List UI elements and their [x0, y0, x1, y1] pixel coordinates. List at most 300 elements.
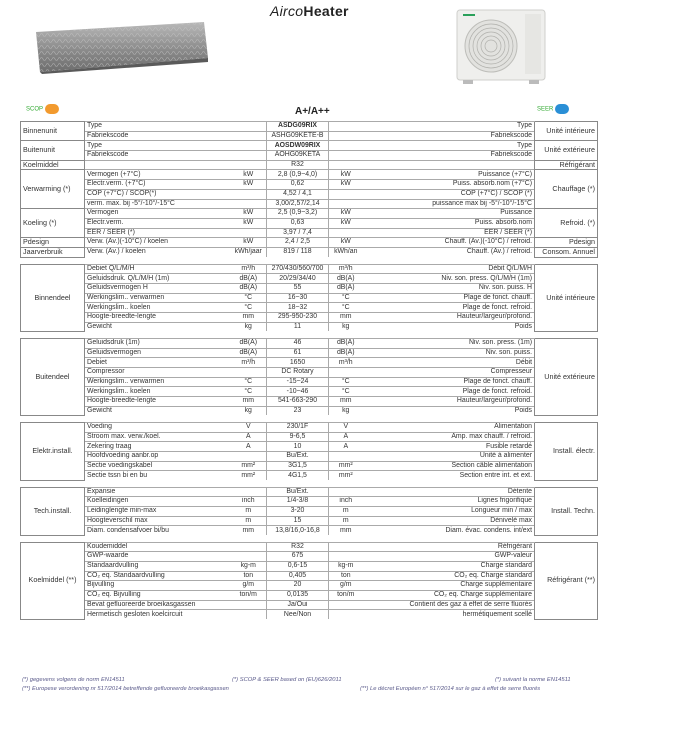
unit-fr: kW — [329, 218, 363, 228]
spec-label-fr: Type — [363, 141, 535, 151]
spec-value: 13,8/16,0-16,8 — [267, 526, 329, 535]
unit-nl: kg-m — [231, 561, 267, 571]
unit-fr: °C — [329, 293, 363, 303]
spec-label: Diam. condensafvoer bi/bu — [85, 526, 231, 535]
table-row — [21, 358, 598, 368]
table-row — [21, 180, 598, 190]
unit-nl: mm² — [231, 471, 267, 480]
spec-label: Hoofdvoeding aanbr.op — [85, 452, 231, 462]
spec-label: Zekering traag — [85, 442, 231, 452]
unit-nl: mm² — [231, 461, 267, 471]
spec-value: 3,97 / 7,4 — [267, 228, 329, 238]
spec-label: Verw. (Av.) / koelen — [85, 247, 231, 257]
group-label-fr: Unité intérieure — [535, 122, 598, 141]
spec-label-fr: Niv. son. press. (1m) — [363, 338, 535, 348]
table-row — [21, 284, 598, 294]
table-row — [21, 600, 598, 610]
spec-value: 675 — [267, 552, 329, 562]
spec-value: -15~24 — [267, 377, 329, 387]
spec-label-fr: Contient des gaz à effet de serre fluorés — [363, 600, 535, 610]
unit-nl — [231, 368, 267, 378]
unit-nl — [231, 487, 267, 497]
spec-label: Vermogen — [85, 209, 231, 219]
unit-nl: ton — [231, 571, 267, 581]
spec-label-fr: Poids — [363, 406, 535, 415]
spec-value: R32 — [267, 542, 329, 552]
unit-fr: mm — [329, 397, 363, 407]
group-label-nl: Koelmiddel (**) — [21, 542, 85, 619]
spec-label: Voeding — [85, 422, 231, 432]
group-label-fr: Unité extérieure — [535, 141, 598, 160]
spec-label-fr: Hauteur/largeur/profond. — [363, 397, 535, 407]
unit-nl: °C — [231, 377, 267, 387]
unit-nl: A — [231, 442, 267, 452]
table-row — [21, 461, 598, 471]
unit-nl: dB(A) — [231, 274, 267, 284]
group-label-nl: Koelmiddel — [21, 160, 85, 170]
unit-fr: kW — [329, 209, 363, 219]
spec-label: Koudemiddel — [85, 542, 231, 552]
table-row — [21, 199, 598, 209]
spec-label: Debiet Q/L/M/H — [85, 264, 231, 274]
spec-value: 18~32 — [267, 303, 329, 313]
spec-label-fr: Puiss. absorb.nom — [363, 218, 535, 228]
spec-value: 15 — [267, 516, 329, 526]
unit-nl: V — [231, 422, 267, 432]
spec-label-fr: Longueur min / max — [363, 506, 535, 516]
spec-value: 11 — [267, 322, 329, 331]
spec-value: -10~46 — [267, 387, 329, 397]
spec-label-fr: EER / SEER (*) — [363, 228, 535, 238]
energy-arrow-icon — [45, 104, 59, 114]
spec-label-fr: hermétiquement scellé — [363, 610, 535, 619]
unit-fr: ton/m — [329, 590, 363, 600]
spec-value: R32 — [267, 160, 329, 170]
unit-fr: mm — [329, 526, 363, 535]
group-label-fr: Chauffage (*) — [535, 170, 598, 209]
group-label-fr: Refroid. (*) — [535, 209, 598, 238]
unit-nl: °C — [231, 293, 267, 303]
unit-fr — [329, 542, 363, 552]
table-row — [21, 322, 598, 331]
unit-nl — [231, 151, 267, 161]
unit-fr — [329, 228, 363, 238]
table-row — [21, 247, 598, 257]
group-label-fr: Réfrigérant (**) — [535, 542, 598, 619]
seer-energy-label: SEER — [537, 104, 569, 114]
spec-label-fr: puissance max bij -5°/-10°/-15°C — [363, 199, 535, 209]
spec-label: Electr.verm. (+7°C) — [85, 180, 231, 190]
footnote-fr-2: (**) Le décret Européen n° 517/2014 sur le gaz à effet de serre fluorés — [360, 686, 541, 692]
unit-nl: inch — [231, 497, 267, 507]
spec-label-fr: COP (+7°C) / SCOP (*) — [363, 189, 535, 199]
unit-nl: mm — [231, 313, 267, 323]
spec-label-fr: Type — [363, 122, 535, 132]
unit-fr: ton — [329, 571, 363, 581]
spec-label-fr: Chauff. (Av.)(-10°C) / refroid. — [363, 238, 535, 248]
spec-label-fr: Section câble alimentation — [363, 461, 535, 471]
group-label-fr: Unité extérieure — [535, 338, 598, 415]
unit-fr — [329, 600, 363, 610]
unit-fr — [329, 199, 363, 209]
table-row — [21, 122, 598, 132]
spec-label-fr: Niv. son. puiss. H — [363, 284, 535, 294]
spec-label-fr: Compresseur — [363, 368, 535, 378]
spec-value: ASDG09RIX — [267, 122, 329, 132]
unit-fr: inch — [329, 497, 363, 507]
spec-value: 270/430/560/700 — [267, 264, 329, 274]
unit-nl — [231, 160, 267, 170]
spec-label-fr: Puiss. absorb.nom (+7°C) — [363, 180, 535, 190]
spec-label-fr: Lignes frigorifique — [363, 497, 535, 507]
unit-fr: A — [329, 432, 363, 442]
spec-value: 10 — [267, 442, 329, 452]
unit-fr — [329, 452, 363, 462]
unit-fr: °C — [329, 303, 363, 313]
spec-label: Hoogte-breedte-lengte — [85, 397, 231, 407]
spec-label-fr: GWP-valeur — [363, 552, 535, 562]
unit-nl — [231, 552, 267, 562]
group-label-nl: Binnendeel — [21, 264, 85, 331]
spec-value: 0,6-15 — [267, 561, 329, 571]
spec-label: Hoogte-breedte-lengte — [85, 313, 231, 323]
unit-fr: °C — [329, 387, 363, 397]
unit-nl — [231, 189, 267, 199]
spec-label-fr: Détente — [363, 487, 535, 497]
table-row — [21, 422, 598, 432]
unit-nl — [231, 610, 267, 619]
spec-label-fr: Fusible retardé — [363, 442, 535, 452]
unit-fr: kW — [329, 180, 363, 190]
spec-value: 61 — [267, 348, 329, 358]
unit-fr: m — [329, 516, 363, 526]
table-row — [21, 561, 598, 571]
spec-label: Hermetisch gesloten koelcircuit — [85, 610, 231, 619]
table-row — [21, 506, 598, 516]
spec-label-fr: Plage de fonct. refroid. — [363, 387, 535, 397]
spec-value: 9-6,5 — [267, 432, 329, 442]
table-row — [21, 387, 598, 397]
unit-nl: m³/h — [231, 358, 267, 368]
spec-label: GWP-waarde — [85, 552, 231, 562]
table-row — [21, 526, 598, 535]
unit-nl — [231, 228, 267, 238]
spec-label: Werkingslim.. verwarmen — [85, 377, 231, 387]
table-row — [21, 368, 598, 378]
table-row — [21, 264, 598, 274]
table-row — [21, 432, 598, 442]
unit-fr: V — [329, 422, 363, 432]
spec-value: 4,52 / 4,1 — [267, 189, 329, 199]
table-row — [21, 452, 598, 462]
spec-value: 2,8 (0,9~4,0) — [267, 170, 329, 180]
table-row — [21, 590, 598, 600]
table-row — [21, 581, 598, 591]
unit-nl: °C — [231, 303, 267, 313]
unit-nl: °C — [231, 387, 267, 397]
table-row — [21, 542, 598, 552]
spec-value: 20 — [267, 581, 329, 591]
spec-label-fr: Débit — [363, 358, 535, 368]
energy-arrow-icon — [555, 104, 569, 114]
spec-value: Ja/Oui — [267, 600, 329, 610]
table-row — [21, 516, 598, 526]
unit-fr: kW — [329, 238, 363, 248]
unit-nl: g/m — [231, 581, 267, 591]
unit-nl: kW — [231, 209, 267, 219]
unit-fr — [329, 160, 363, 170]
spec-label-fr: Plage de fonct. chauff. — [363, 377, 535, 387]
spec-label-fr: Charge supplémentaire — [363, 581, 535, 591]
unit-nl — [231, 199, 267, 209]
unit-fr — [329, 189, 363, 199]
unit-nl: dB(A) — [231, 284, 267, 294]
unit-fr: m³/h — [329, 358, 363, 368]
spec-label: Debiet — [85, 358, 231, 368]
spec-table — [20, 121, 598, 620]
spec-label-fr: Niv. son. puiss. — [363, 348, 535, 358]
group-label-fr: Réfrigérant — [535, 160, 598, 170]
unit-fr — [329, 122, 363, 132]
spec-label: Geluidsvermogen — [85, 348, 231, 358]
spec-label-fr — [363, 160, 535, 170]
spec-label-fr: Alimentation — [363, 422, 535, 432]
spec-label-fr: Amp. max chauff. / refroid. — [363, 432, 535, 442]
table-row — [21, 338, 598, 348]
table-row — [21, 209, 598, 219]
unit-fr — [329, 141, 363, 151]
energy-grade: A+/A++ — [295, 106, 330, 117]
spec-label: Standaardvulling — [85, 561, 231, 571]
spec-value: 0,62 — [267, 180, 329, 190]
spec-value: 1650 — [267, 358, 329, 368]
spec-label-fr: Charge standard — [363, 561, 535, 571]
spec-label: Expansie — [85, 487, 231, 497]
unit-nl: kW — [231, 238, 267, 248]
unit-fr: mm² — [329, 461, 363, 471]
spec-value: ASHG09KETE-B — [267, 131, 329, 141]
unit-nl: dB(A) — [231, 348, 267, 358]
spec-label: Sectie voedingskabel — [85, 461, 231, 471]
unit-fr: mm² — [329, 471, 363, 480]
table-row — [21, 274, 598, 284]
outdoor-unit-image — [453, 8, 549, 86]
spec-label-fr: Fabriekscode — [363, 151, 535, 161]
unit-fr: mm — [329, 313, 363, 323]
spec-value: 3,00/2,57/2,14 — [267, 199, 329, 209]
unit-nl: mm — [231, 397, 267, 407]
unit-fr: °C — [329, 377, 363, 387]
unit-fr: kWh/an — [329, 247, 363, 257]
group-label-nl: Elektr.install. — [21, 422, 85, 480]
spec-label: Bijvulling — [85, 581, 231, 591]
unit-fr: g/m — [329, 581, 363, 591]
spec-label-fr: Puissance — [363, 209, 535, 219]
table-row — [21, 348, 598, 358]
group-label-nl: Verwarming (*) — [21, 170, 85, 209]
spec-value: 0,63 — [267, 218, 329, 228]
unit-fr: kg — [329, 322, 363, 331]
unit-nl: mm — [231, 526, 267, 535]
table-row — [21, 189, 598, 199]
spec-value: AOHG09KETA — [267, 151, 329, 161]
group-label-nl: Buitendeel — [21, 338, 85, 415]
spec-value: Bu/Ext. — [267, 452, 329, 462]
unit-fr — [329, 610, 363, 619]
spec-value: 3-20 — [267, 506, 329, 516]
spec-label-fr: Fabriekscode — [363, 131, 535, 141]
spec-value: 295-950-230 — [267, 313, 329, 323]
unit-nl — [231, 122, 267, 132]
spec-label-fr: Débit Q/L/M/H — [363, 264, 535, 274]
brand-logo: AircoHeater — [270, 3, 349, 19]
unit-fr — [329, 131, 363, 141]
spec-label: CO₂ eq. Bijvulling — [85, 590, 231, 600]
unit-nl — [231, 452, 267, 462]
unit-nl: m³/h — [231, 264, 267, 274]
spec-label: Leidinglengte min-max — [85, 506, 231, 516]
spec-value: Bu/Ext. — [267, 487, 329, 497]
table-row — [21, 313, 598, 323]
spec-label: verm. max. bij -5°/-10°/-15°C — [85, 199, 231, 209]
spec-value: 55 — [267, 284, 329, 294]
unit-fr: kg — [329, 406, 363, 415]
spec-value: 16~30 — [267, 293, 329, 303]
spec-label: Geluidsdruk. Q/L/M/H (1m) — [85, 274, 231, 284]
indoor-unit-image — [34, 20, 210, 74]
table-row — [21, 471, 598, 480]
spec-value: AOSDW09RIX — [267, 141, 329, 151]
spec-value: 541-663-290 — [267, 397, 329, 407]
table-row — [21, 571, 598, 581]
spec-value: DC Rotary — [267, 368, 329, 378]
spec-label: Werkingslim.. koelen — [85, 387, 231, 397]
spec-value: 2,5 (0,9~3,2) — [267, 209, 329, 219]
spec-label: Bevat gefluoreerde broeikasgassen — [85, 600, 231, 610]
unit-nl: kg — [231, 322, 267, 331]
spec-label-fr: Hauteur/largeur/profond. — [363, 313, 535, 323]
spec-label-fr: Section entre int. et ext. — [363, 471, 535, 480]
table-row — [21, 610, 598, 619]
spec-label-fr: CO₂ eq. Charge supplémentaire — [363, 590, 535, 600]
unit-fr: m — [329, 506, 363, 516]
unit-fr — [329, 368, 363, 378]
spec-label: Type — [85, 141, 231, 151]
unit-nl: kWh/jaar — [231, 247, 267, 257]
spec-label: Geluidsdruk (1m) — [85, 338, 231, 348]
footnote-fr-1: (*) suivant la norme EN14511 — [495, 677, 571, 683]
table-row — [21, 293, 598, 303]
unit-nl: kg — [231, 406, 267, 415]
spec-label-fr: Unité à alimenter — [363, 452, 535, 462]
group-label-nl: Pdesign — [21, 238, 85, 248]
group-label-nl: Tech.install. — [21, 487, 85, 535]
unit-fr: A — [329, 442, 363, 452]
unit-nl: ton/m — [231, 590, 267, 600]
unit-nl: kW — [231, 218, 267, 228]
spec-value: 20/29/34/40 — [267, 274, 329, 284]
spec-label: CO₂ eq. Standaardvulling — [85, 571, 231, 581]
unit-fr: dB(A) — [329, 274, 363, 284]
spec-label-fr: Diam. évac. condens. int/ext — [363, 526, 535, 535]
group-label-fr: Install. Techn. — [535, 487, 598, 535]
group-label-fr: Consom. Annuel — [535, 247, 598, 257]
spec-label: Sectie tssn bi en bu — [85, 471, 231, 480]
table-row — [21, 442, 598, 452]
unit-fr: dB(A) — [329, 284, 363, 294]
footnote-scop: (*) SCOP & SEER based on (EU)626/2011 — [232, 677, 342, 683]
spec-label: Hoogteverschil max — [85, 516, 231, 526]
unit-fr: dB(A) — [329, 348, 363, 358]
unit-fr — [329, 151, 363, 161]
header — [20, 0, 596, 117]
spec-value: 3G1,5 — [267, 461, 329, 471]
spec-label: COP (+7°C) / SCOP(*) — [85, 189, 231, 199]
group-label-fr: Unité intérieure — [535, 264, 598, 331]
unit-nl: kW — [231, 180, 267, 190]
table-row — [21, 228, 598, 238]
spec-label: Werkingslim.. koelen — [85, 303, 231, 313]
unit-nl — [231, 141, 267, 151]
spec-label-fr: Chauff. (Av.) / refroid. — [363, 247, 535, 257]
table-row — [21, 303, 598, 313]
unit-nl — [231, 542, 267, 552]
table-row — [21, 487, 598, 497]
spec-label: Stroom max. verw./koel. — [85, 432, 231, 442]
table-row — [21, 151, 598, 161]
unit-nl — [231, 131, 267, 141]
table-row — [21, 160, 598, 170]
spec-label: Fabriekscode — [85, 131, 231, 141]
spec-label: Werkingslim.. verwarmen — [85, 293, 231, 303]
spec-label-fr: Niv. son. press. Q/L/M/H (1m) — [363, 274, 535, 284]
spec-value: 2,4 / 2,5 — [267, 238, 329, 248]
spec-value: 0,405 — [267, 571, 329, 581]
spec-value: 230/1F — [267, 422, 329, 432]
scop-energy-label: SCOP — [26, 104, 59, 114]
table-row — [21, 497, 598, 507]
spec-label-fr: CO₂ eq. Charge standard — [363, 571, 535, 581]
unit-fr — [329, 487, 363, 497]
spec-value: 1/4-3/8 — [267, 497, 329, 507]
group-label-fr: Install. électr. — [535, 422, 598, 480]
spec-label: Koelleidingen — [85, 497, 231, 507]
spec-label: Vermogen (+7°C) — [85, 170, 231, 180]
unit-fr: kW — [329, 170, 363, 180]
table-row — [21, 141, 598, 151]
spec-value: 23 — [267, 406, 329, 415]
spec-label-fr: Dénivelé max — [363, 516, 535, 526]
unit-fr: dB(A) — [329, 338, 363, 348]
unit-nl: dB(A) — [231, 338, 267, 348]
footnote-nl-2: (**) Europese verordening nr 517/2014 betreffende gefluoreerde broeikasgassen — [22, 686, 229, 692]
spec-label: Electr.verm. — [85, 218, 231, 228]
group-label-nl: Binnenunit — [21, 122, 85, 141]
table-row — [21, 170, 598, 180]
spec-value: 819 / 118 — [267, 247, 329, 257]
group-label-nl: Buitenunit — [21, 141, 85, 160]
spec-label-fr: Plage de fonct. refroid. — [363, 303, 535, 313]
unit-nl — [231, 600, 267, 610]
spec-value: Nee/Non — [267, 610, 329, 619]
unit-nl: m — [231, 516, 267, 526]
table-row — [21, 406, 598, 415]
group-label-fr: Pdesign — [535, 238, 598, 248]
table-row — [21, 397, 598, 407]
group-label-nl: Jaarverbruik — [21, 247, 85, 257]
spec-value: 0,0135 — [267, 590, 329, 600]
spec-value: 46 — [267, 338, 329, 348]
